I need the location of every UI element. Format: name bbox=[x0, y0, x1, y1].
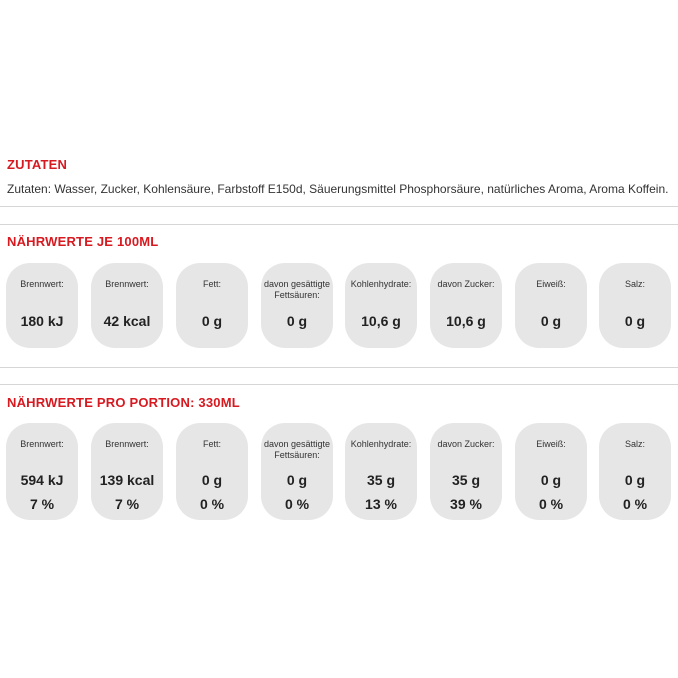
nutrient-value: 0 g bbox=[286, 313, 308, 329]
nutrient-value: 180 kJ bbox=[20, 313, 64, 329]
nutrient-tile-carbohydrates bbox=[345, 263, 417, 348]
nutrient-tile-fat bbox=[176, 263, 248, 348]
nutrient-tile-energy-kcal bbox=[91, 263, 163, 348]
nutrient-label: Kohlenhydrate: bbox=[350, 279, 412, 289]
nutrient-percent: 0 % bbox=[538, 496, 564, 512]
nutrition-per-portion-heading: NÄHRWERTE PRO PORTION: 330ML bbox=[7, 395, 240, 410]
nutrient-tile-salt bbox=[599, 263, 671, 348]
nutrient-label: davon gesättigte Fettsäuren: bbox=[263, 279, 331, 300]
nutrient-value: 10,6 g bbox=[446, 313, 486, 329]
nutrient-value: 0 g bbox=[540, 313, 562, 329]
nutrient-value: 0 g bbox=[286, 472, 308, 488]
nutrient-label: Fett: bbox=[202, 439, 221, 449]
nutrient-tile-salt bbox=[599, 423, 671, 520]
nutrient-percent: 0 % bbox=[622, 496, 648, 512]
nutrient-tile-protein bbox=[515, 423, 587, 520]
divider bbox=[0, 224, 678, 225]
nutrient-value: 35 g bbox=[451, 472, 480, 488]
nutrient-tile-saturated-fat bbox=[261, 423, 333, 520]
nutrient-label: Eiweiß: bbox=[536, 439, 566, 449]
nutrition-per-100ml-row bbox=[0, 263, 678, 363]
nutrient-tile-energy-kj bbox=[6, 263, 78, 348]
nutrient-label: Salz: bbox=[624, 439, 645, 449]
divider bbox=[0, 206, 678, 207]
nutrient-tile-carbohydrates bbox=[345, 423, 417, 520]
nutrient-label: davon gesättigte Fettsäuren: bbox=[263, 439, 331, 460]
nutrient-value: 0 g bbox=[540, 472, 562, 488]
nutrient-value: 0 g bbox=[624, 472, 646, 488]
nutrient-label: davon Zucker: bbox=[437, 279, 495, 289]
ingredients-heading: ZUTATEN bbox=[7, 157, 68, 172]
nutrient-tile-sugar bbox=[430, 423, 502, 520]
nutrient-label: Brennwert: bbox=[105, 439, 149, 449]
nutrient-value: 594 kJ bbox=[20, 472, 64, 488]
nutrient-percent: 39 % bbox=[450, 496, 482, 512]
nutrient-label: Brennwert: bbox=[20, 439, 64, 449]
nutrient-percent: 7 % bbox=[29, 496, 55, 512]
nutrient-label: Salz: bbox=[624, 279, 645, 289]
nutrient-percent: 0 % bbox=[199, 496, 225, 512]
nutrient-tile-energy-kj bbox=[6, 423, 78, 520]
nutrient-label: Kohlenhydrate: bbox=[350, 439, 412, 449]
nutrient-value: 42 kcal bbox=[103, 313, 151, 329]
nutrition-per-100ml-heading: NÄHRWERTE JE 100ML bbox=[7, 234, 159, 249]
divider bbox=[0, 384, 678, 385]
nutrient-value: 0 g bbox=[624, 313, 646, 329]
nutrient-value: 0 g bbox=[201, 313, 223, 329]
nutrition-per-portion-row bbox=[0, 423, 678, 523]
divider bbox=[0, 367, 678, 368]
nutrient-percent: 7 % bbox=[114, 496, 140, 512]
nutrient-percent: 0 % bbox=[284, 496, 310, 512]
nutrient-label: Eiweiß: bbox=[536, 279, 566, 289]
nutrient-value: 10,6 g bbox=[361, 313, 401, 329]
nutrient-label: Fett: bbox=[202, 279, 221, 289]
nutrient-tile-saturated-fat bbox=[261, 263, 333, 348]
ingredients-text: Zutaten: Wasser, Zucker, Kohlensäure, Farbstoff E150d, Säuerungsmittel Phosphorsäure, natürliches Aroma, Aroma Koffein. bbox=[7, 182, 669, 196]
nutrient-value: 35 g bbox=[366, 472, 395, 488]
nutrient-tile-energy-kcal bbox=[91, 423, 163, 520]
nutrient-tile-sugar bbox=[430, 263, 502, 348]
nutrient-value: 139 kcal bbox=[99, 472, 155, 488]
nutrient-tile-fat bbox=[176, 423, 248, 520]
nutrient-value: 0 g bbox=[201, 472, 223, 488]
nutrient-label: Brennwert: bbox=[20, 279, 64, 289]
nutrient-tile-protein bbox=[515, 263, 587, 348]
nutrient-label: Brennwert: bbox=[105, 279, 149, 289]
nutrient-label: davon Zucker: bbox=[437, 439, 495, 449]
nutrient-percent: 13 % bbox=[365, 496, 397, 512]
